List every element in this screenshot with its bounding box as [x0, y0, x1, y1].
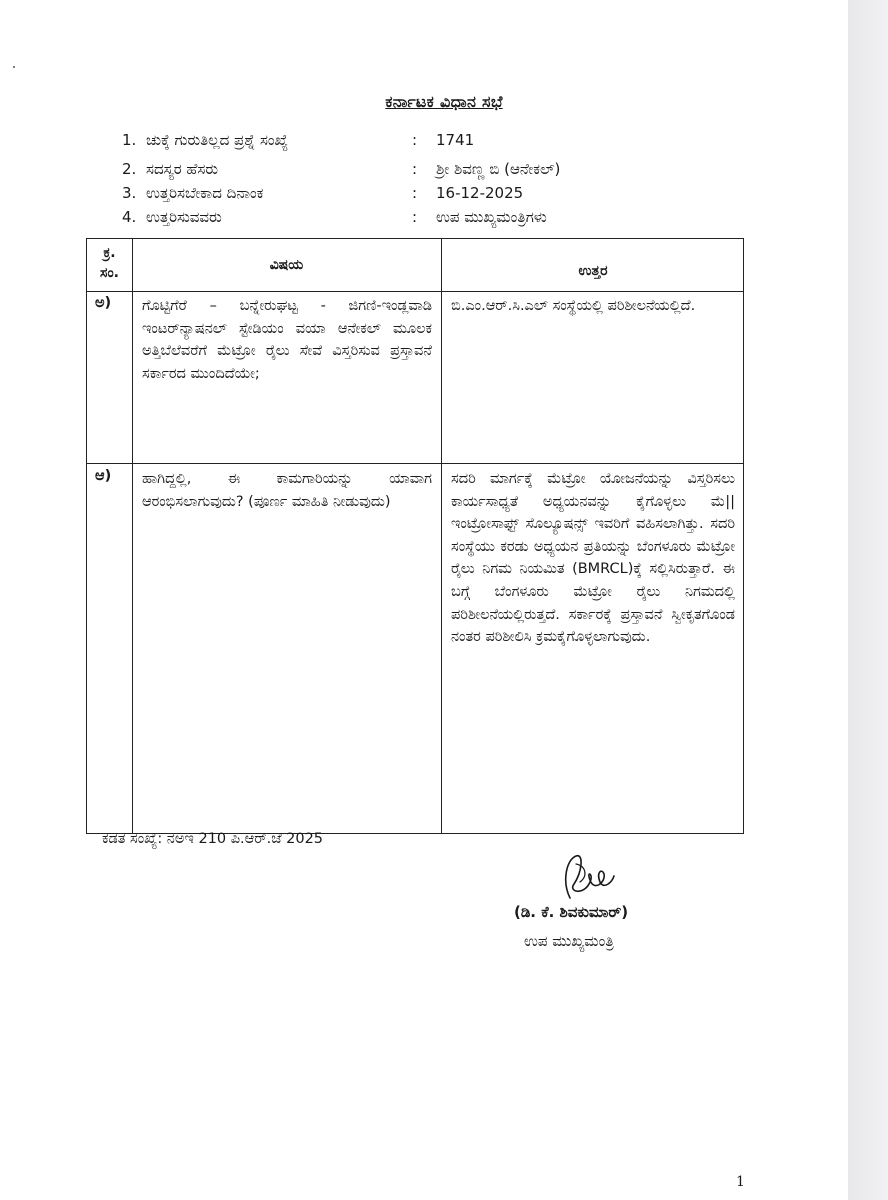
- meta-label: ಸದಸ್ಯರ ಹೆಸರು: [146, 160, 219, 178]
- meta-value: 16-12-2025: [436, 184, 524, 202]
- header-serial-line1: ಕ್ರ.: [103, 245, 116, 261]
- meta-row-answer-date: [122, 181, 722, 205]
- signature-scribble: [556, 852, 616, 902]
- row-aa-question: ಹಾಗಿದ್ದಲ್ಲಿ, ಈ ಕಾಮಗಾರಿಯನ್ನು ಯಾವಾಗ ಆರಂಭಿಸಲಾಗುವುದು? (ಪೂರ್ಣ ಮಾಹಿತಿ ನೀಡುವುದು): [142, 471, 432, 510]
- page-edge-shadow: [848, 0, 888, 1200]
- row-a-answer: ಬಿ.ಎಂ.ಆರ್.ಸಿ.ಎಲ್ ಸಂಸ್ಥೆಯಲ್ಲಿ ಪರಿಶೀಲನೆಯಲ್ಲಿದೆ.: [451, 298, 696, 314]
- meta-row-member-name: [122, 157, 722, 181]
- header-answer: ಉತ್ತರ: [578, 263, 608, 279]
- signatory-designation: ಉಪ ಮುಖ್ಯಮಂತ್ರಿ: [524, 932, 614, 950]
- meta-colon: :: [412, 160, 418, 178]
- question-answer-table: [86, 238, 744, 834]
- meta-label: ಚುಕ್ಕೆ ಗುರುತಿಲ್ಲದ ಪ್ರಶ್ನೆ ಸಂಖ್ಯೆ: [146, 131, 289, 149]
- meta-row-question-number: [122, 128, 722, 152]
- meta-index: 1.: [122, 131, 137, 149]
- meta-index: 3.: [122, 184, 137, 202]
- row-a-id: ಅ): [95, 295, 112, 311]
- meta-colon: :: [412, 208, 418, 226]
- header-subject: ವಿಷಯ: [269, 257, 304, 273]
- scan-speck: [13, 66, 15, 68]
- header-serial: [87, 243, 132, 283]
- meta-value: ಶ್ರೀ ಶಿವಣ್ಣ ಬಿ (ಆನೇಕಲ್): [436, 160, 561, 178]
- table-row-rule: [87, 463, 743, 464]
- file-reference: ಕಡತ ಸಂಖ್ಯೆ: ನಅಇ 210 ಪಿ.ಆರ್.ಜೆ 2025: [102, 831, 324, 847]
- row-a-question: ಗೊಟ್ಟಿಗೆರೆ – ಬನ್ನೇರುಘಟ್ಟ - ಜಿಗಣಿ-ಇಂಡ್ಲವಾಡಿ ಇಂಟರ್‌ನ್ಯಾಷನಲ್ ಸ್ಟೇಡಿಯಂ ವಯಾ ಆನೇಕಲ್ ಮೂಲಕ ಅತ್ತಿಬೆಲೆವರೆಗೆ ಮೆಟ್ರೋ ರೈಲು ಸೇವೆ ವಿಸ್ತರಿಸುವ ಪ್ರಸ್ತಾವನೆ ಸರ್ಕಾರದ ಮುಂದಿದೆಯೇ;: [142, 298, 432, 382]
- header-serial-line2: ಸಂ.: [100, 265, 119, 281]
- document-title: ಕರ್ನಾಟಕ ವಿಧಾನ ಸಭೆ: [385, 92, 503, 111]
- meta-colon: :: [412, 184, 418, 202]
- signatory-name: (ಡಿ. ಕೆ. ಶಿವಕುಮಾರ್): [514, 903, 629, 921]
- table-divider-subject: [441, 239, 442, 833]
- meta-label: ಉತ್ತರಿಸುವವರು: [146, 208, 222, 226]
- meta-index: 2.: [122, 160, 137, 178]
- meta-index: 4.: [122, 208, 137, 226]
- meta-label: ಉತ್ತರಿಸಬೇಕಾದ ದಿನಾಂಕ: [146, 184, 264, 202]
- row-aa-answer: ಸದರಿ ಮಾರ್ಗಕ್ಕೆ ಮೆಟ್ರೋ ಯೋಜನೆಯನ್ನು ವಿಸ್ತರಿಸಲು ಕಾರ್ಯಸಾಧ್ಯತೆ ಅಧ್ಯಯನವನ್ನು ಕೈಗೊಳ್ಳಲು ಮೆ|| ಇಂಟ್ರೋಸಾಫ್ಟ್ ಸೊಲ್ಯೂಷನ್ಸ್ ಇವರಿಗೆ ವಹಿಸಲಾಗಿತ್ತು. ಸದರಿ ಸಂಸ್ಥೆಯು ಕರಡು ಅಧ್ಯಯನ ಪ್ರತಿಯನ್ನು ಬೆಂಗಳೂರು ಮೆಟ್ರೋ ರೈಲು ನಿಗಮ ನಿಯಮಿತ (BMRCL)ಕ್ಕೆ ಸಲ್ಲಿಸಿರುತ್ತಾರೆ. ಈ ಬಗ್ಗೆ ಬೆಂಗಳೂರು ಮೆಟ್ರೋ ರೈಲು ನಿಗಮದಲ್ಲಿ ಪರಿಶೀಲನೆಯಲ್ಲಿರುತ್ತದೆ. ಸರ್ಕಾರಕ್ಕೆ ಪ್ರಸ್ತಾವನೆ ಸ್ವೀಕೃತಗೊಂಡ ನಂತರ ಪರಿಶೀಲಿಸಿ ಕ್ರಮಕೈಗೊಳ್ಳಲಾಗುವುದು.: [451, 471, 735, 646]
- table-header-rule: [87, 291, 743, 292]
- meta-value: 1741: [436, 131, 475, 149]
- meta-colon: :: [412, 131, 418, 149]
- table-divider-serial: [132, 239, 133, 833]
- meta-value: ಉಪ ಮುಖ್ಯಮಂತ್ರಿಗಳು: [436, 208, 547, 226]
- row-aa-id: ಆ): [95, 468, 112, 484]
- meta-row-answering-authority: [122, 205, 722, 229]
- page-number: 1: [736, 1174, 745, 1190]
